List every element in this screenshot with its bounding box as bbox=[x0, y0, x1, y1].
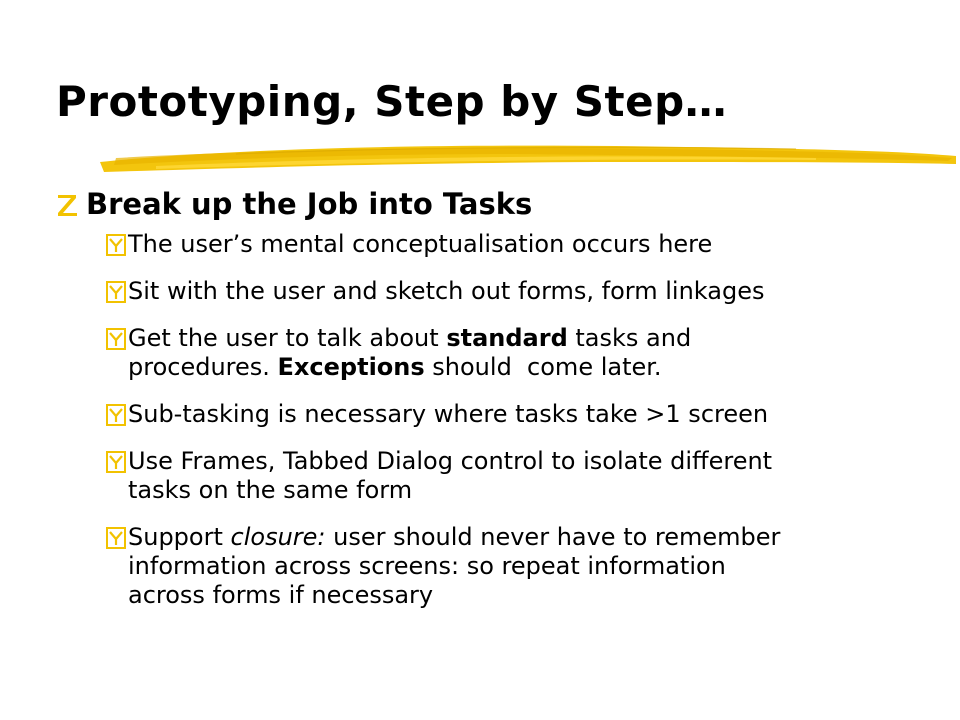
checkbox-bullet-icon bbox=[106, 404, 126, 426]
checkbox-bullet-icon bbox=[106, 527, 126, 549]
item-text: Sit with the user and sketch out forms, form linkages bbox=[128, 277, 765, 305]
slide-title: Prototyping, Step by Step… bbox=[56, 77, 728, 126]
checkbox-bullet-icon bbox=[106, 328, 126, 350]
item-line: across forms if necessary bbox=[128, 581, 434, 609]
z-bullet-icon bbox=[56, 186, 80, 220]
checkbox-bullet-icon bbox=[106, 451, 126, 473]
list-item bbox=[106, 400, 936, 429]
slide-body bbox=[56, 184, 936, 628]
item-text-segment: Support bbox=[128, 523, 231, 551]
item-line bbox=[128, 523, 936, 552]
item-line: information across screens: so repeat information bbox=[128, 552, 726, 580]
item-line bbox=[128, 353, 936, 382]
title-underline-swoosh bbox=[96, 132, 960, 176]
list-item bbox=[106, 324, 936, 382]
checkbox-bullet-icon bbox=[106, 234, 126, 256]
item-text-segment: procedures. bbox=[128, 353, 278, 381]
heading-text: Break up the Job into Tasks bbox=[86, 187, 533, 221]
heading-item bbox=[56, 184, 936, 224]
item-text: The user’s mental conceptualisation occurs here bbox=[128, 230, 713, 258]
list-item bbox=[106, 447, 936, 505]
emphasis-exceptions: Exceptions bbox=[277, 353, 425, 381]
emphasis-closure: closure: bbox=[230, 523, 326, 551]
item-text-segment: tasks and bbox=[567, 324, 692, 352]
item-text-segment: Get the user to talk about bbox=[128, 324, 447, 352]
item-text-segment: should come later. bbox=[424, 353, 662, 381]
sub-bullet-list bbox=[56, 230, 936, 610]
checkbox-bullet-icon bbox=[106, 281, 126, 303]
list-item bbox=[106, 230, 936, 259]
list-item bbox=[106, 277, 936, 306]
item-line: Use Frames, Tabbed Dialog control to isolate different bbox=[128, 447, 773, 475]
item-text: Sub-tasking is necessary where tasks take >1 screen bbox=[128, 400, 769, 428]
item-text-segment: user should never have to remember bbox=[325, 523, 781, 551]
item-line bbox=[128, 324, 936, 353]
item-line: tasks on the same form bbox=[128, 476, 413, 504]
emphasis-standard: standard bbox=[446, 324, 568, 352]
list-item bbox=[106, 523, 936, 610]
